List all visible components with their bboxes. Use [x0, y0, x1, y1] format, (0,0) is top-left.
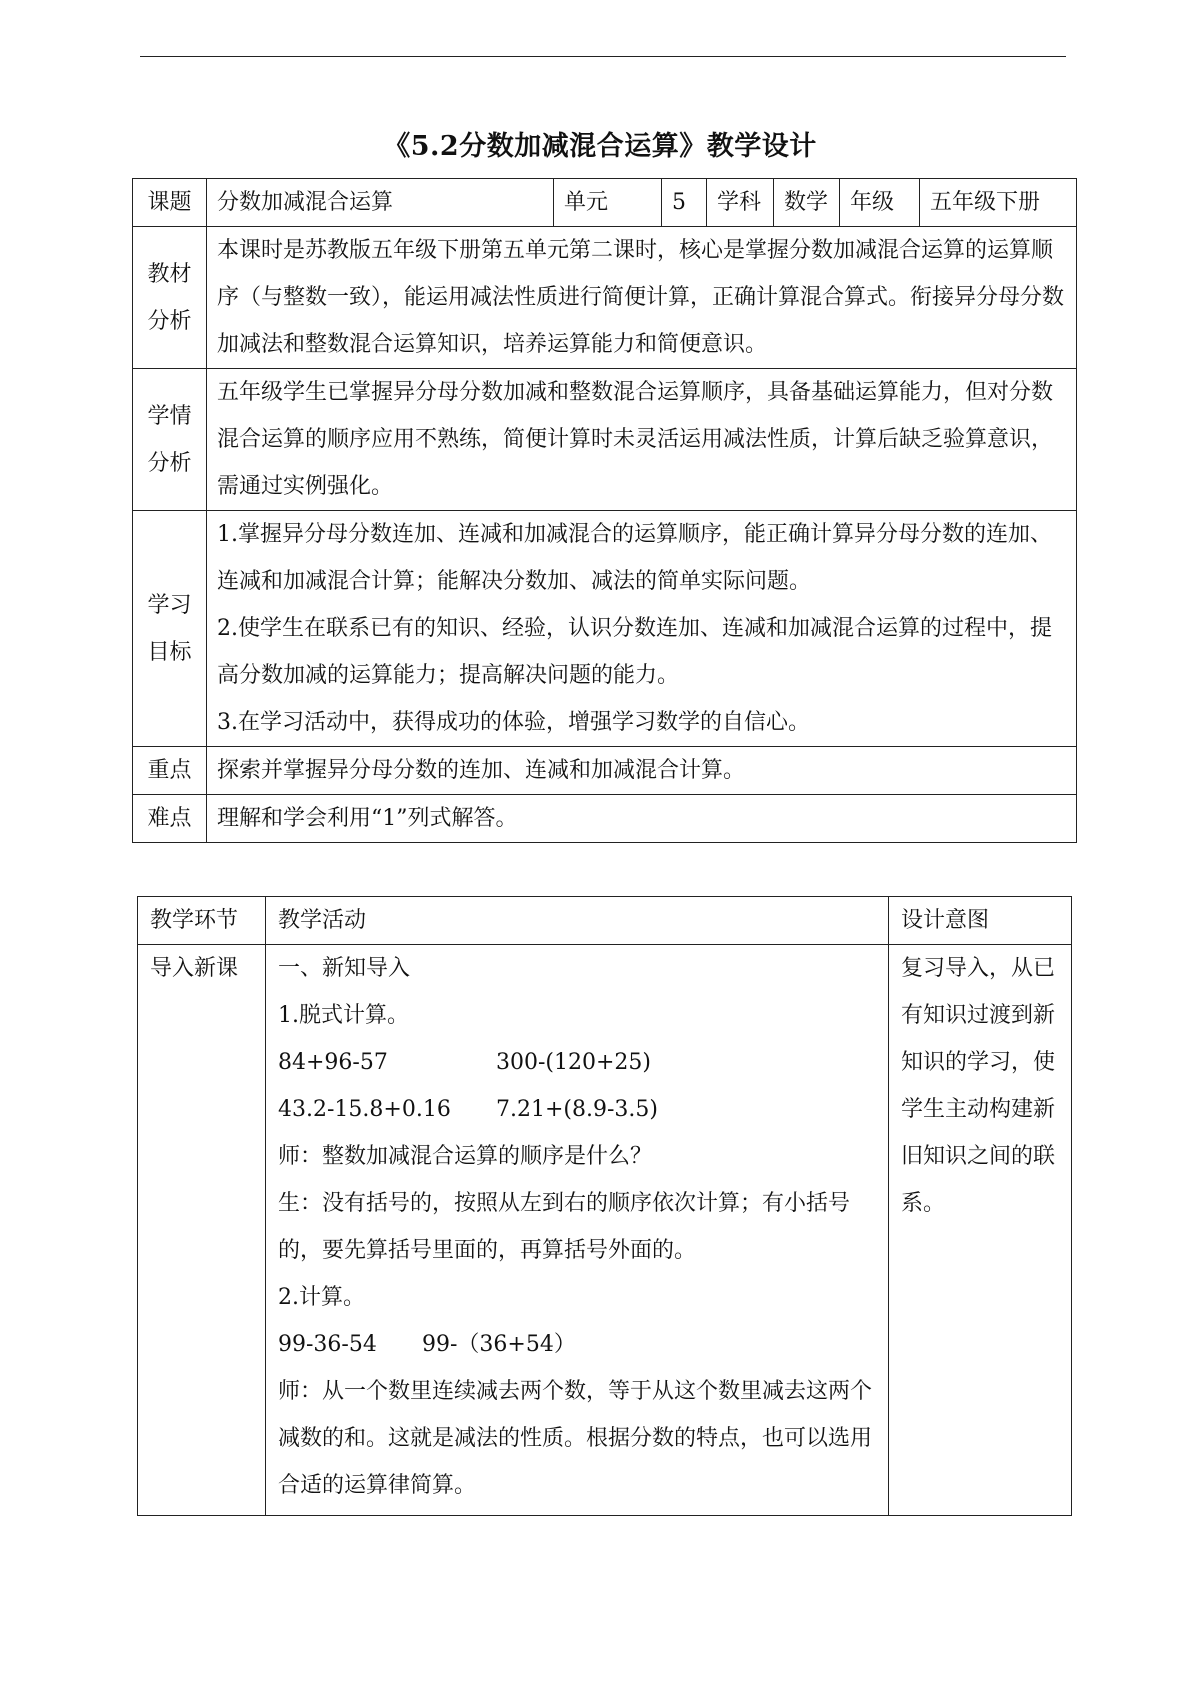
goals-label [133, 511, 207, 747]
material-label-line1: 教材 [147, 261, 192, 287]
expression: 99-36-54 [278, 1332, 377, 1357]
activity-line: 生：没有括号的，按照从左到右的顺序依次计算；有小括号的，要先算括号里面的，再算括号外面的。 [278, 1191, 851, 1263]
activity-line: 1.脱式计算。 [278, 1003, 409, 1028]
student-label [133, 369, 207, 511]
expression-row [278, 1321, 878, 1368]
goals-label-line2: 目标 [147, 639, 192, 665]
goal-item: 3.在学习活动中，获得成功的体验，增强学习数学的自信心。 [217, 710, 810, 735]
material-label-line2: 分析 [147, 308, 192, 334]
material-label [133, 227, 207, 369]
intent-text: 复习导入，从已有知识过渡到新知识的学习，使学生主动构建新旧知识之间的联系。 [889, 945, 1072, 1516]
activity-line: 2.计算。 [278, 1285, 365, 1310]
activity-line: 师：从一个数里连续减去两个数，等于从这个数里减去这两个减数的和。这就是减法的性质。根据分数的特点，也可以选用合适的运算律简算。 [278, 1379, 873, 1498]
expression: 99-（36+54） [422, 1332, 576, 1357]
header-rule [140, 56, 1066, 57]
teaching-process-table [137, 896, 1072, 1516]
stage-name: 导入新课 [138, 945, 266, 1516]
header-intent: 设计意图 [889, 897, 1072, 945]
key-text: 探索并掌握异分母分数的连加、连减和加减混合计算。 [207, 747, 1077, 795]
topic-value: 分数加减混合运算 [207, 179, 554, 227]
goal-item: 2.使学生在联系已有的知识、经验，认识分数连加、连减和加减混合运算的过程中，提高分数加减的运算能力；提高解决问题的能力。 [217, 616, 1052, 688]
topic-label: 课题 [133, 179, 207, 227]
difficulty-text: 理解和学会利用“1”列式解答。 [207, 795, 1077, 843]
grade-value: 五年级下册 [920, 179, 1077, 227]
goals-text [207, 511, 1077, 747]
expression-row [278, 1086, 878, 1133]
subject-value: 数学 [774, 179, 840, 227]
difficulty-label: 难点 [133, 795, 207, 843]
activity-line: 一、新知导入 [278, 956, 411, 981]
subject-label: 学科 [707, 179, 774, 227]
header-stage: 教学环节 [138, 897, 266, 945]
student-label-line2: 分析 [147, 450, 192, 476]
key-label: 重点 [133, 747, 207, 795]
activity-line: 师：整数加减混合运算的顺序是什么？ [278, 1144, 653, 1169]
expression: 84+96-57 [278, 1050, 388, 1075]
material-text: 本课时是苏教版五年级下册第五单元第二课时，核心是掌握分数加减混合运算的运算顺序（与整数一致），能运用减法性质进行简便计算，正确计算混合算式。衔接异分母分数加减法和整数混合运算知识，培养运算能力和简便意识。 [207, 227, 1077, 369]
lesson-info-table [132, 178, 1077, 843]
expression-row [278, 1039, 878, 1086]
document-title: 《5.2分数加减混合运算》教学设计 [383, 131, 817, 162]
expression: 43.2-15.8+0.16 [278, 1097, 451, 1122]
expression: 300-(120+25) [496, 1050, 652, 1075]
unit-value: 5 [662, 179, 707, 227]
student-text: 五年级学生已掌握异分母分数加减和整数混合运算顺序，具备基础运算能力，但对分数混合运算的顺序应用不熟练，简便计算时未灵活运用减法性质，计算后缺乏验算意识，需通过实例强化。 [207, 369, 1077, 511]
student-label-line1: 学情 [147, 403, 192, 429]
header-activity: 教学活动 [266, 897, 889, 945]
activity-content [266, 945, 889, 1516]
goals-label-line1: 学习 [147, 592, 192, 618]
unit-label: 单元 [554, 179, 662, 227]
expression: 7.21+(8.9-3.5) [496, 1097, 658, 1122]
goal-item: 1.掌握异分母分数连加、连减和加减混合的运算顺序，能正确计算异分母分数的连加、连减和加减混合计算；能解决分数加、减法的简单实际问题。 [217, 522, 1052, 594]
grade-label: 年级 [840, 179, 920, 227]
